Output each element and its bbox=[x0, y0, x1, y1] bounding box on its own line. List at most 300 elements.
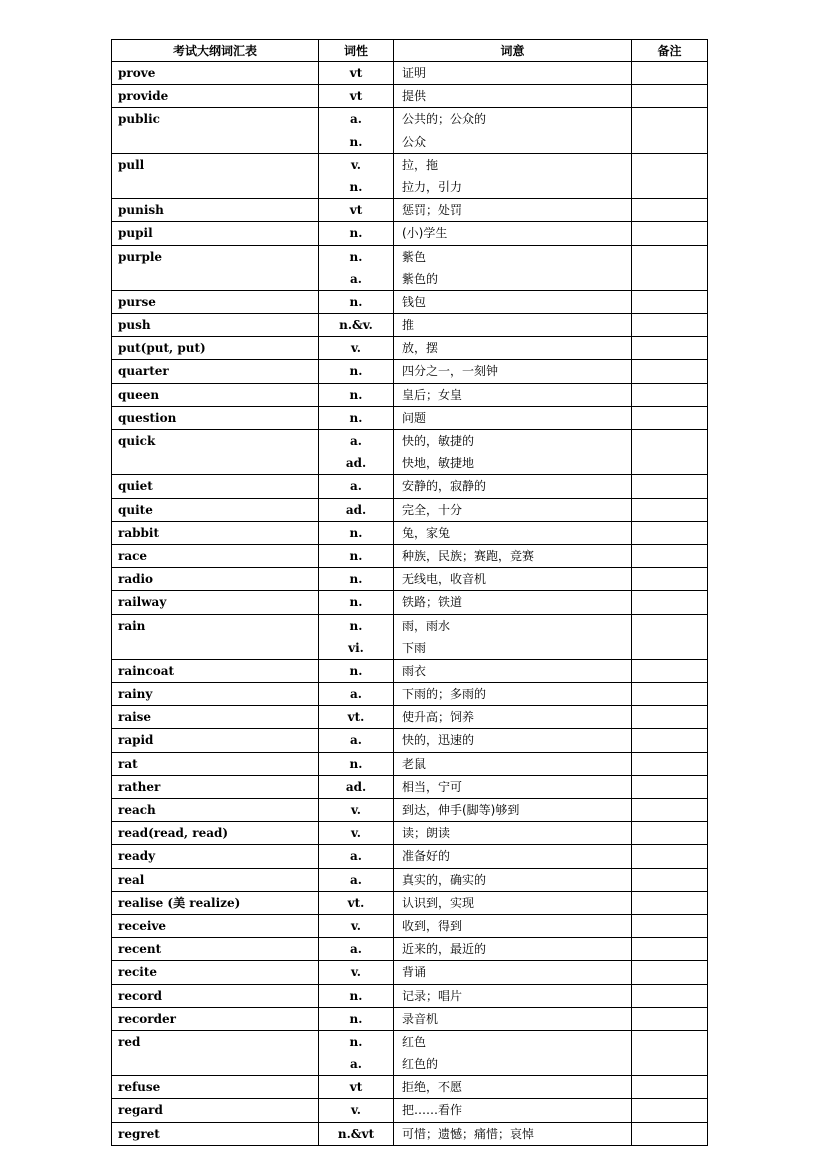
meaning-cell bbox=[394, 891, 632, 914]
meaning-cell bbox=[394, 108, 632, 153]
meaning-text: 读；朗读 bbox=[402, 826, 451, 841]
word-cell bbox=[112, 85, 319, 108]
meaning-text: 铁路；铁道 bbox=[402, 595, 463, 610]
pos-text: n. bbox=[349, 134, 363, 149]
pos-text: n. bbox=[349, 663, 363, 678]
meaning-text: 快的，敏捷的 bbox=[402, 434, 475, 448]
meaning-text: 四分之一，一刻钟 bbox=[402, 364, 499, 379]
note-cell bbox=[632, 659, 708, 682]
meaning-cell bbox=[394, 85, 632, 108]
table-row bbox=[112, 845, 708, 868]
word-cell bbox=[112, 314, 319, 337]
meaning-cell bbox=[394, 938, 632, 961]
note-cell bbox=[632, 868, 708, 891]
pos-text: vt bbox=[349, 203, 363, 218]
word-cell bbox=[112, 914, 319, 937]
pos-text: vt bbox=[349, 89, 363, 104]
pos-text: n. bbox=[349, 988, 363, 1003]
note-cell bbox=[632, 406, 708, 429]
table-row bbox=[112, 1007, 708, 1030]
table-row bbox=[112, 360, 708, 383]
meaning-cell bbox=[394, 360, 632, 383]
note-cell bbox=[632, 961, 708, 984]
pos-text: vt. bbox=[347, 710, 365, 725]
word-cell bbox=[112, 868, 319, 891]
pos-cell bbox=[319, 1030, 394, 1075]
word-text: rat bbox=[118, 756, 138, 771]
word-text: pupil bbox=[118, 226, 153, 241]
meaning-text: 拒绝，不愿 bbox=[402, 1080, 463, 1095]
table-row bbox=[112, 683, 708, 706]
pos-text: a. bbox=[350, 733, 362, 748]
word-text: quarter bbox=[118, 364, 169, 379]
word-cell bbox=[112, 475, 319, 498]
pos-text: n. bbox=[349, 756, 363, 771]
word-cell bbox=[112, 659, 319, 682]
header-note: 备注 bbox=[632, 40, 708, 62]
word-cell bbox=[112, 799, 319, 822]
note-cell bbox=[632, 199, 708, 222]
note-cell bbox=[632, 337, 708, 360]
header-meaning: 词意 bbox=[394, 40, 632, 62]
table-row bbox=[112, 85, 708, 108]
meaning-text: 惩罚；处罚 bbox=[402, 203, 463, 218]
table-row bbox=[112, 1122, 708, 1145]
word-cell bbox=[112, 706, 319, 729]
pos-cell bbox=[319, 752, 394, 775]
pos-text: a. bbox=[350, 687, 362, 702]
meaning-text: 皇后；女皇 bbox=[402, 387, 463, 402]
pos-cell bbox=[319, 290, 394, 313]
note-cell bbox=[632, 775, 708, 798]
meaning-text: 问题 bbox=[402, 410, 427, 425]
meaning-text: 背诵 bbox=[402, 965, 427, 980]
word-text: red bbox=[118, 1034, 141, 1049]
pos-cell bbox=[319, 430, 394, 475]
word-text: realise (美 realize) bbox=[118, 895, 241, 910]
word-text: prove bbox=[118, 66, 156, 80]
word-cell bbox=[112, 245, 319, 290]
pos-cell bbox=[319, 521, 394, 544]
vocabulary-body bbox=[112, 62, 708, 1146]
pos-cell bbox=[319, 659, 394, 682]
pos-text: n.&v. bbox=[339, 318, 373, 333]
pos-cell bbox=[319, 153, 394, 198]
pos-cell bbox=[319, 961, 394, 984]
pos-text: v. bbox=[351, 803, 361, 817]
meaning-text: 钱包 bbox=[402, 294, 427, 309]
meaning-cell bbox=[394, 383, 632, 406]
pos-cell bbox=[319, 1122, 394, 1145]
word-text: quick bbox=[118, 434, 156, 448]
meaning-text: 公共的；公众的 bbox=[402, 112, 487, 127]
pos-cell bbox=[319, 775, 394, 798]
pos-text: n. bbox=[349, 364, 363, 379]
pos-cell bbox=[319, 914, 394, 937]
table-row bbox=[112, 938, 708, 961]
meaning-cell bbox=[394, 984, 632, 1007]
pos-text: v. bbox=[351, 965, 361, 980]
pos-cell bbox=[319, 85, 394, 108]
meaning-cell bbox=[394, 498, 632, 521]
meaning-text: 证明 bbox=[402, 66, 427, 80]
pos-cell bbox=[319, 498, 394, 521]
meaning-cell bbox=[394, 337, 632, 360]
meaning-text: 真实的，确实的 bbox=[402, 872, 487, 887]
word-text: rapid bbox=[118, 733, 154, 748]
meaning-cell bbox=[394, 62, 632, 85]
table-row bbox=[112, 430, 708, 475]
note-cell bbox=[632, 591, 708, 614]
word-text: race bbox=[118, 548, 148, 563]
table-row bbox=[112, 406, 708, 429]
pos-cell bbox=[319, 984, 394, 1007]
note-cell bbox=[632, 1030, 708, 1075]
pos-text: vi. bbox=[348, 640, 364, 655]
header-row bbox=[112, 40, 708, 62]
note-cell bbox=[632, 799, 708, 822]
meaning-cell bbox=[394, 845, 632, 868]
table-row bbox=[112, 475, 708, 498]
meaning-text: 下雨 bbox=[402, 640, 427, 655]
table-row bbox=[112, 659, 708, 682]
pos-text: vt. bbox=[347, 895, 365, 910]
note-cell bbox=[632, 1099, 708, 1122]
word-text: radio bbox=[118, 572, 154, 587]
pos-cell bbox=[319, 222, 394, 245]
word-text: ready bbox=[118, 849, 156, 864]
pos-text: v. bbox=[351, 918, 361, 933]
word-text: purse bbox=[118, 294, 156, 309]
table-row bbox=[112, 729, 708, 752]
pos-text: n. bbox=[349, 595, 363, 610]
word-cell bbox=[112, 775, 319, 798]
table-row bbox=[112, 961, 708, 984]
word-text: rabbit bbox=[118, 525, 159, 540]
pos-cell bbox=[319, 1007, 394, 1030]
word-cell bbox=[112, 1076, 319, 1099]
note-cell bbox=[632, 360, 708, 383]
meaning-cell bbox=[394, 406, 632, 429]
meaning-cell bbox=[394, 544, 632, 567]
word-text: purple bbox=[118, 249, 163, 264]
meaning-cell bbox=[394, 1076, 632, 1099]
note-cell bbox=[632, 938, 708, 961]
meaning-cell bbox=[394, 290, 632, 313]
word-text: railway bbox=[118, 595, 167, 610]
meaning-cell bbox=[394, 799, 632, 822]
word-text: public bbox=[118, 112, 160, 127]
meaning-text: 记录；唱片 bbox=[402, 988, 463, 1003]
meaning-text: 收到，得到 bbox=[402, 918, 463, 933]
word-text: question bbox=[118, 410, 177, 425]
meaning-cell bbox=[394, 1030, 632, 1075]
word-cell bbox=[112, 199, 319, 222]
table-row bbox=[112, 62, 708, 85]
word-cell bbox=[112, 891, 319, 914]
meaning-text: 推 bbox=[402, 318, 415, 333]
table-row bbox=[112, 245, 708, 290]
meaning-text: 拉，拖 bbox=[402, 157, 439, 172]
meaning-cell bbox=[394, 752, 632, 775]
pos-text: n. bbox=[349, 179, 363, 194]
meaning-cell bbox=[394, 245, 632, 290]
table-row bbox=[112, 544, 708, 567]
pos-text: n.&vt bbox=[337, 1126, 375, 1141]
word-text: regret bbox=[118, 1126, 160, 1141]
word-text: real bbox=[118, 872, 145, 887]
meaning-cell bbox=[394, 914, 632, 937]
meaning-cell bbox=[394, 591, 632, 614]
pos-text: a. bbox=[350, 872, 362, 887]
note-cell bbox=[632, 984, 708, 1007]
pos-text: v. bbox=[351, 157, 361, 172]
word-text: queen bbox=[118, 387, 160, 402]
pos-cell bbox=[319, 706, 394, 729]
table-row bbox=[112, 1030, 708, 1075]
word-text: receive bbox=[118, 918, 167, 933]
word-cell bbox=[112, 1030, 319, 1075]
pos-text: n. bbox=[349, 548, 363, 563]
word-text: quite bbox=[118, 502, 153, 517]
table-row bbox=[112, 706, 708, 729]
pos-text: a. bbox=[350, 112, 362, 127]
table-row bbox=[112, 383, 708, 406]
word-text: reach bbox=[118, 803, 156, 817]
pos-cell bbox=[319, 568, 394, 591]
pos-text: ad. bbox=[345, 502, 367, 517]
table-row bbox=[112, 891, 708, 914]
table-row bbox=[112, 914, 708, 937]
note-cell bbox=[632, 568, 708, 591]
word-cell bbox=[112, 62, 319, 85]
word-text: put(put, put) bbox=[118, 341, 206, 356]
word-cell bbox=[112, 683, 319, 706]
table-row bbox=[112, 1099, 708, 1122]
meaning-cell bbox=[394, 568, 632, 591]
pos-text: n. bbox=[349, 572, 363, 587]
table-row bbox=[112, 290, 708, 313]
table-row bbox=[112, 568, 708, 591]
meaning-text: 放，摆 bbox=[402, 341, 439, 356]
pos-text: a. bbox=[350, 942, 362, 957]
meaning-cell bbox=[394, 683, 632, 706]
word-text: pull bbox=[118, 157, 145, 172]
note-cell bbox=[632, 1007, 708, 1030]
word-cell bbox=[112, 752, 319, 775]
pos-cell bbox=[319, 199, 394, 222]
word-cell bbox=[112, 430, 319, 475]
meaning-text: 把……看作 bbox=[402, 1103, 463, 1118]
pos-cell bbox=[319, 245, 394, 290]
pos-text: vt bbox=[349, 1080, 363, 1095]
table-row bbox=[112, 337, 708, 360]
word-cell bbox=[112, 1099, 319, 1122]
pos-cell bbox=[319, 799, 394, 822]
pos-cell bbox=[319, 544, 394, 567]
meaning-text: 近来的，最近的 bbox=[402, 942, 487, 957]
word-cell bbox=[112, 108, 319, 153]
note-cell bbox=[632, 822, 708, 845]
pos-cell bbox=[319, 729, 394, 752]
meaning-cell bbox=[394, 475, 632, 498]
meaning-text: 快地，敏捷地 bbox=[402, 456, 475, 471]
meaning-text: 红色的 bbox=[402, 1057, 439, 1072]
word-cell bbox=[112, 591, 319, 614]
word-text: refuse bbox=[118, 1080, 161, 1095]
pos-cell bbox=[319, 591, 394, 614]
note-cell bbox=[632, 314, 708, 337]
word-cell bbox=[112, 729, 319, 752]
note-cell bbox=[632, 729, 708, 752]
meaning-cell bbox=[394, 822, 632, 845]
word-cell bbox=[112, 938, 319, 961]
word-text: punish bbox=[118, 203, 164, 218]
pos-text: ad. bbox=[345, 779, 367, 794]
word-cell bbox=[112, 383, 319, 406]
word-text: quiet bbox=[118, 479, 153, 494]
meaning-text: 完全，十分 bbox=[402, 502, 463, 517]
pos-cell bbox=[319, 475, 394, 498]
table-row bbox=[112, 222, 708, 245]
word-cell bbox=[112, 614, 319, 659]
meaning-cell bbox=[394, 706, 632, 729]
note-cell bbox=[632, 383, 708, 406]
pos-text: n. bbox=[349, 1011, 363, 1026]
pos-cell bbox=[319, 683, 394, 706]
pos-text: n. bbox=[349, 249, 363, 264]
word-text: record bbox=[118, 988, 162, 1003]
word-text: rainy bbox=[118, 687, 153, 702]
note-cell bbox=[632, 290, 708, 313]
word-text: rain bbox=[118, 618, 146, 633]
note-cell bbox=[632, 498, 708, 521]
pos-text: v. bbox=[351, 1103, 361, 1118]
meaning-cell bbox=[394, 314, 632, 337]
word-cell bbox=[112, 1007, 319, 1030]
note-cell bbox=[632, 85, 708, 108]
meaning-text: 使升高；饲养 bbox=[402, 710, 475, 725]
note-cell bbox=[632, 521, 708, 544]
note-cell bbox=[632, 914, 708, 937]
pos-text: a. bbox=[350, 849, 362, 864]
pos-cell bbox=[319, 938, 394, 961]
pos-cell bbox=[319, 1076, 394, 1099]
word-cell bbox=[112, 544, 319, 567]
meaning-text: 拉力，引力 bbox=[402, 179, 463, 194]
note-cell bbox=[632, 845, 708, 868]
table-row bbox=[112, 153, 708, 198]
meaning-text: 紫色的 bbox=[402, 271, 439, 286]
pos-text: a. bbox=[350, 479, 362, 494]
word-cell bbox=[112, 222, 319, 245]
meaning-text: 录音机 bbox=[402, 1011, 439, 1026]
note-cell bbox=[632, 706, 708, 729]
vocabulary-table bbox=[111, 39, 708, 1146]
word-cell bbox=[112, 845, 319, 868]
pos-cell bbox=[319, 868, 394, 891]
meaning-text: 红色 bbox=[402, 1034, 427, 1049]
header-word: 考试大纲词汇表 bbox=[112, 40, 319, 62]
word-cell bbox=[112, 984, 319, 1007]
word-text: raise bbox=[118, 710, 152, 725]
pos-text: n. bbox=[349, 618, 363, 633]
word-cell bbox=[112, 1122, 319, 1145]
meaning-cell bbox=[394, 153, 632, 198]
meaning-text: 快的，迅速的 bbox=[402, 733, 475, 748]
pos-cell bbox=[319, 314, 394, 337]
meaning-cell bbox=[394, 199, 632, 222]
pos-text: a. bbox=[350, 271, 362, 286]
pos-text: a. bbox=[350, 1057, 362, 1072]
word-text: recorder bbox=[118, 1011, 176, 1026]
pos-cell bbox=[319, 360, 394, 383]
note-cell bbox=[632, 475, 708, 498]
table-row bbox=[112, 799, 708, 822]
pos-cell bbox=[319, 337, 394, 360]
table-row bbox=[112, 1076, 708, 1099]
meaning-text: 雨衣 bbox=[402, 663, 427, 678]
pos-cell bbox=[319, 891, 394, 914]
note-cell bbox=[632, 62, 708, 85]
pos-text: n. bbox=[349, 1034, 363, 1049]
meaning-cell bbox=[394, 1099, 632, 1122]
meaning-cell bbox=[394, 430, 632, 475]
word-cell bbox=[112, 822, 319, 845]
pos-text: n. bbox=[349, 410, 363, 425]
table-row bbox=[112, 822, 708, 845]
note-cell bbox=[632, 153, 708, 198]
meaning-text: 下雨的；多雨的 bbox=[402, 687, 487, 702]
meaning-text: 公众 bbox=[402, 134, 427, 149]
meaning-text: 提供 bbox=[402, 89, 427, 104]
pos-text: n. bbox=[349, 226, 363, 241]
word-text: provide bbox=[118, 89, 169, 104]
pos-cell bbox=[319, 845, 394, 868]
note-cell bbox=[632, 108, 708, 153]
word-cell bbox=[112, 153, 319, 198]
word-cell bbox=[112, 290, 319, 313]
note-cell bbox=[632, 245, 708, 290]
pos-cell bbox=[319, 822, 394, 845]
meaning-text: 相当，宁可 bbox=[402, 779, 463, 794]
meaning-text: 老鼠 bbox=[402, 756, 427, 771]
word-cell bbox=[112, 568, 319, 591]
meaning-text: 紫色 bbox=[402, 249, 427, 264]
meaning-cell bbox=[394, 659, 632, 682]
note-cell bbox=[632, 1076, 708, 1099]
pos-cell bbox=[319, 108, 394, 153]
note-cell bbox=[632, 1122, 708, 1145]
pos-text: vt bbox=[349, 66, 363, 80]
word-cell bbox=[112, 337, 319, 360]
pos-cell bbox=[319, 406, 394, 429]
meaning-text: 到达，伸手(脚等)够到 bbox=[402, 803, 520, 817]
pos-text: n. bbox=[349, 525, 363, 540]
meaning-cell bbox=[394, 775, 632, 798]
meaning-cell bbox=[394, 868, 632, 891]
word-cell bbox=[112, 961, 319, 984]
meaning-cell bbox=[394, 614, 632, 659]
table-row bbox=[112, 591, 708, 614]
pos-cell bbox=[319, 614, 394, 659]
pos-text: n. bbox=[349, 387, 363, 402]
pos-cell bbox=[319, 383, 394, 406]
pos-text: v. bbox=[351, 341, 361, 356]
table-row bbox=[112, 498, 708, 521]
note-cell bbox=[632, 891, 708, 914]
pos-text: ad. bbox=[345, 456, 367, 471]
